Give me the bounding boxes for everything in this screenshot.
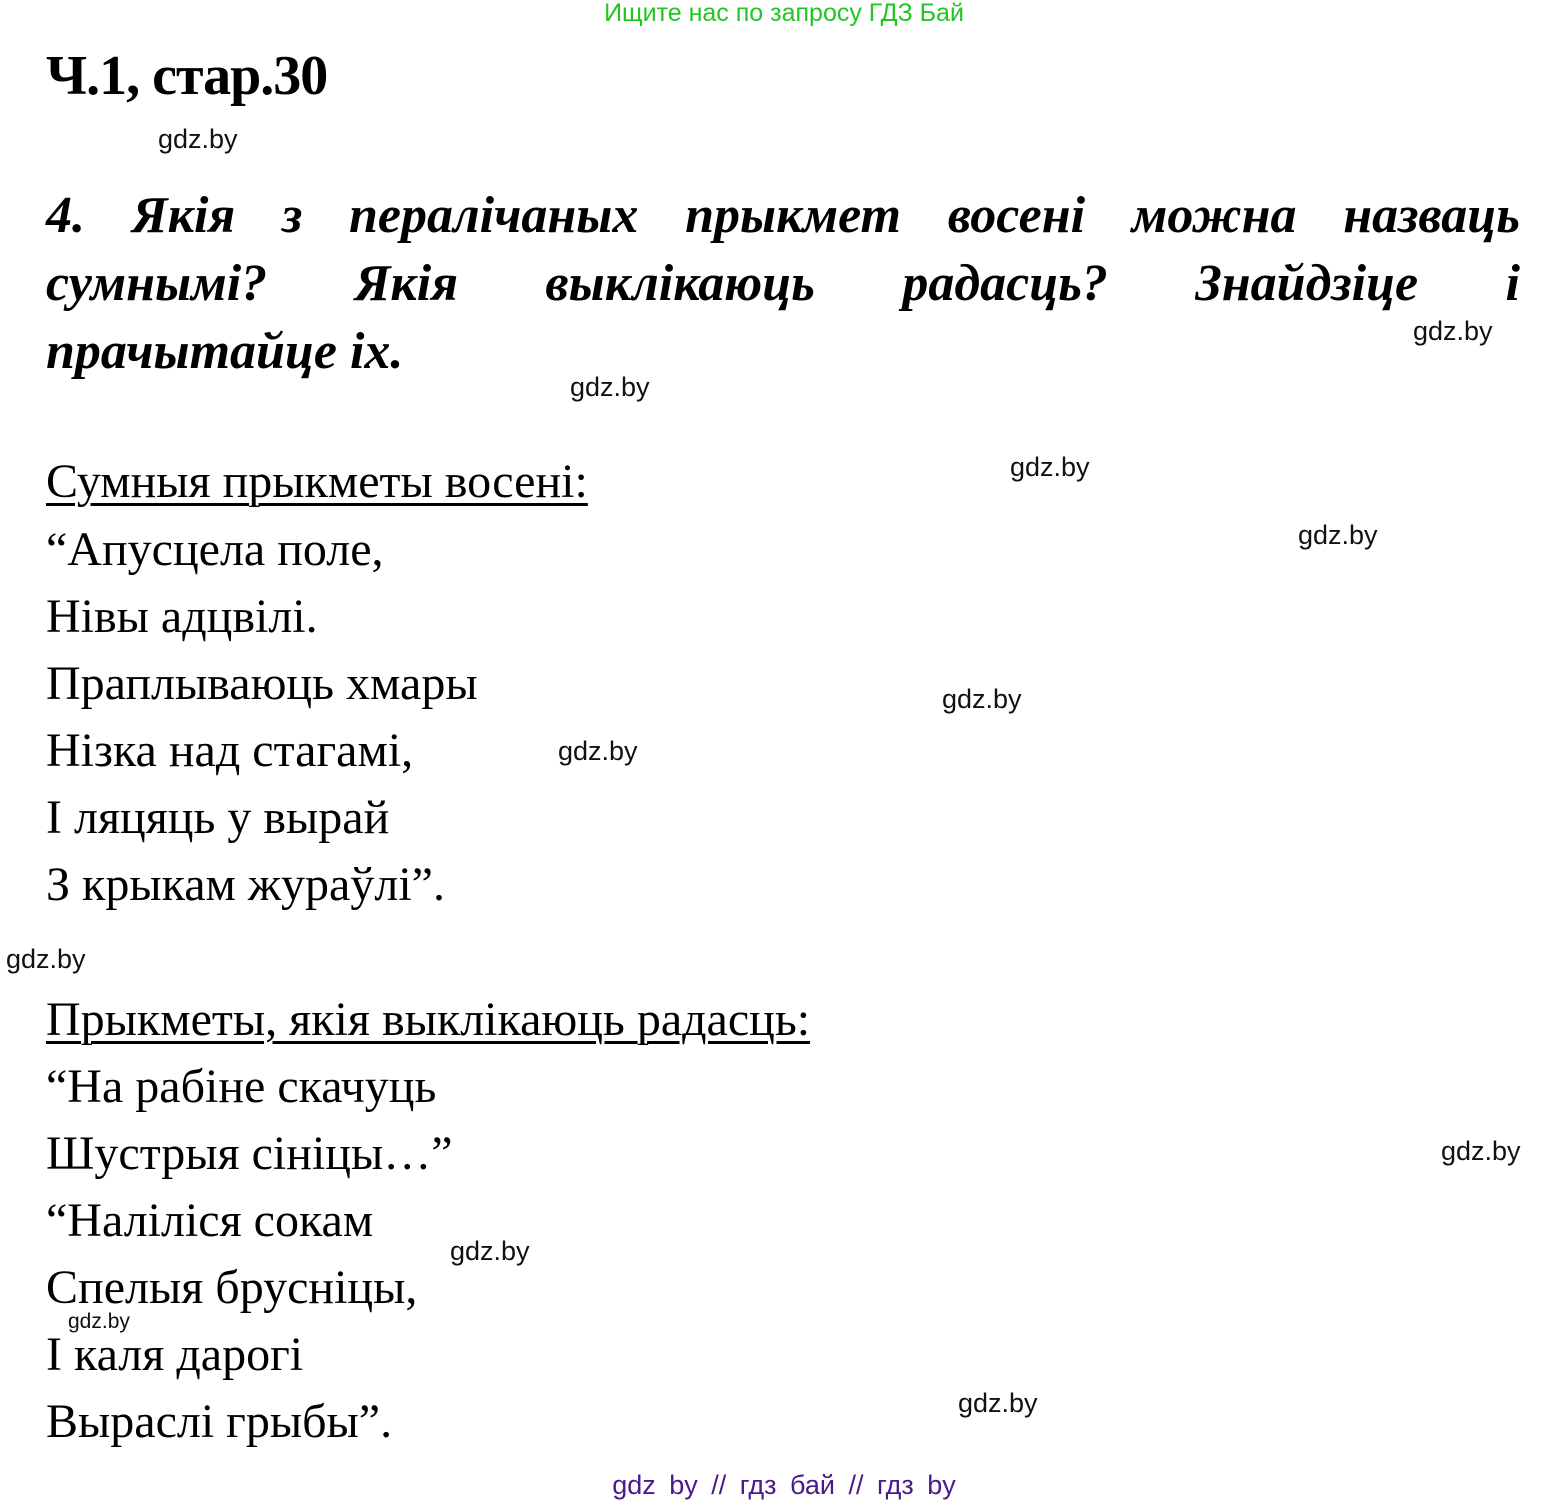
poem-line: Выраслі грыбы”.: [46, 1395, 393, 1448]
poem-line: “Наліліся сокам: [46, 1194, 374, 1247]
poem-line: Праплываюць хмары: [46, 657, 478, 710]
poem-line: Шустрыя сініцы…”: [46, 1127, 453, 1180]
watermark: gdz.by: [68, 1310, 130, 1333]
task-line: 4. Якія з пералічаных прыкмет восені можна назваць: [46, 187, 1520, 244]
watermark: gdz.by: [942, 684, 1022, 714]
page-title: Ч.1, стар.30: [46, 45, 328, 107]
joy-section-heading: Прыкметы, якія выклікаюць радасць:: [46, 993, 811, 1046]
poem-line: З крыкам жураўлі”.: [46, 858, 445, 911]
sad-section-heading: Сумныя прыкметы восені:: [46, 455, 588, 508]
poem-line: “Апусцела поле,: [46, 523, 384, 576]
poem-line: Спелыя брусніцы,: [46, 1261, 418, 1314]
watermark: gdz.by: [1413, 316, 1493, 346]
watermark: gdz.by: [570, 372, 650, 402]
poem-line: Нізка над стагамі,: [46, 724, 414, 777]
watermark: gdz.by: [558, 736, 638, 766]
top-banner: Ищите нас по запросу ГДЗ Бай: [604, 0, 964, 27]
task-line: прачытайце іх.: [46, 323, 404, 380]
task-line: сумнымі? Якія выклікаюць радасць? Знайдзіце і: [46, 255, 1520, 312]
watermark: gdz.by: [958, 1388, 1038, 1418]
poem-line: І каля дарогі: [46, 1328, 304, 1381]
task-text: [46, 186, 1520, 386]
poem-line: Нівы адцвілі.: [46, 590, 318, 643]
watermark: gdz.by: [1010, 452, 1090, 482]
watermark: gdz.by: [158, 124, 238, 154]
watermark: gdz.by: [450, 1236, 530, 1266]
footer-watermark: gdz by // гдз бай // гдз by: [612, 1470, 956, 1500]
poem-line: “На рабіне скачуць: [46, 1060, 437, 1113]
watermark: gdz.by: [6, 944, 86, 974]
watermark: gdz.by: [1441, 1136, 1521, 1166]
poem-line: І ляцяць у вырай: [46, 791, 390, 844]
watermark: gdz.by: [1298, 520, 1378, 550]
